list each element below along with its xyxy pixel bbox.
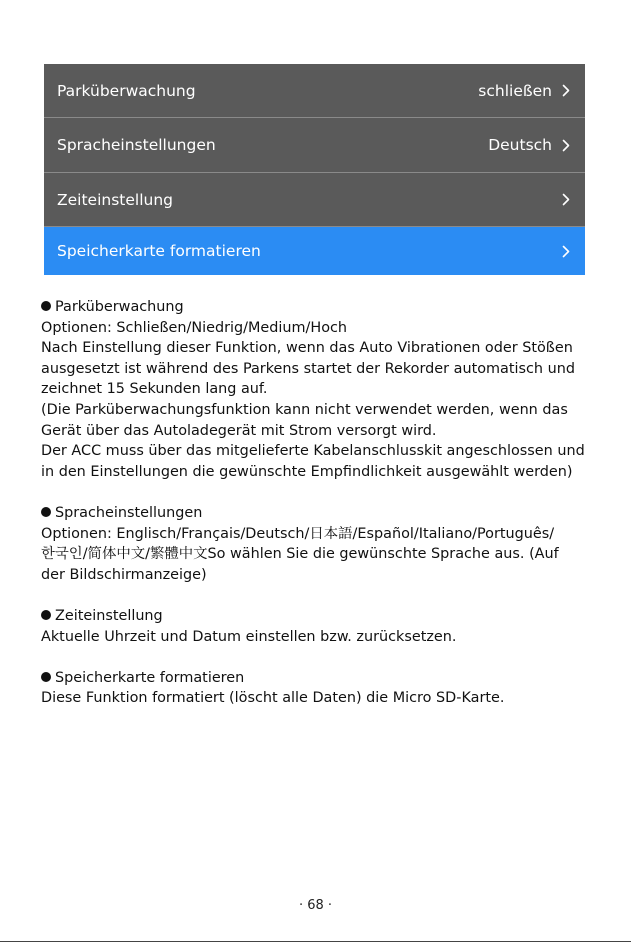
menu-item-value: Deutsch xyxy=(488,136,552,154)
chevron-right-icon xyxy=(560,245,572,258)
text-line: Optionen: Englisch/Français/Deutsch/日本語/Español/Italiano/Português/ xyxy=(41,525,555,542)
settings-menu xyxy=(44,64,585,275)
section-heading xyxy=(41,606,601,627)
chevron-right-icon xyxy=(560,193,572,206)
text-line: Der ACC muss über das mitgelieferte Kabelanschlusskit angeschlossen und xyxy=(41,443,585,460)
bullet-icon xyxy=(41,610,51,620)
text-line: Optionen: Schließen/Niedrig/Medium/Hoch xyxy=(41,319,348,336)
menu-item-label: Parküberwachung xyxy=(57,81,196,100)
menu-item-spracheinstellungen[interactable] xyxy=(44,118,585,173)
manual-text xyxy=(41,297,601,709)
menu-item-speicherkarte-formatieren[interactable] xyxy=(44,227,585,275)
bullet-icon xyxy=(41,301,51,311)
section-heading xyxy=(41,668,601,689)
menu-item-value: schließen xyxy=(478,81,552,100)
chevron-right-icon xyxy=(560,84,572,97)
text-line: Gerät über das Autoladegerät mit Strom versorgt wird. xyxy=(41,422,437,439)
menu-item-label: Speicherkarte formatieren xyxy=(57,242,261,260)
menu-item-label: Spracheinstellungen xyxy=(57,136,216,154)
section-heading-text: Spracheinstellungen xyxy=(55,504,203,521)
text-line: ausgesetzt ist während des Parkens startet der Rekorder automatisch und xyxy=(41,360,575,377)
paragraph-gap xyxy=(41,647,601,668)
paragraph-gap xyxy=(41,585,601,606)
text-line: 한국인/简体中文/繁體中文So wählen Sie die gewünschte Sprache aus. (Auf xyxy=(41,546,559,563)
section-heading-text: Parküberwachung xyxy=(55,299,184,315)
section-heading-text: Zeiteinstellung xyxy=(55,607,163,624)
menu-item-label: Zeiteinstellung xyxy=(57,190,173,209)
text-line: (Die Parküberwachungsfunktion kann nicht verwendet werden, wenn das xyxy=(41,401,568,418)
text-line: der Bildschirmanzeige) xyxy=(41,566,207,583)
menu-item-zeiteinstellung[interactable] xyxy=(44,173,585,227)
section-heading xyxy=(41,503,601,524)
chevron-right-icon xyxy=(560,139,572,152)
menu-item-parkueberwachung[interactable] xyxy=(44,64,585,118)
text-line: zeichnet 15 Sekunden lang auf. xyxy=(41,381,268,398)
page-number: · 68 · xyxy=(298,898,333,913)
bullet-icon xyxy=(41,507,51,517)
page-bottom-rule xyxy=(0,941,631,942)
text-line: Aktuelle Uhrzeit und Datum einstellen bzw. zurücksetzen. xyxy=(41,628,457,645)
text-line: in den Einstellungen die gewünschte Empfindlichkeit ausgewählt werden) xyxy=(41,463,573,480)
paragraph-gap xyxy=(41,482,601,503)
text-line: Diese Funktion formatiert (löscht alle Daten) die Micro SD-Karte. xyxy=(41,690,505,707)
bullet-icon xyxy=(41,672,51,682)
text-line: Nach Einstellung dieser Funktion, wenn das Auto Vibrationen oder Stößen xyxy=(41,340,573,357)
section-heading xyxy=(41,297,601,318)
section-heading-text: Speicherkarte formatieren xyxy=(55,669,245,686)
